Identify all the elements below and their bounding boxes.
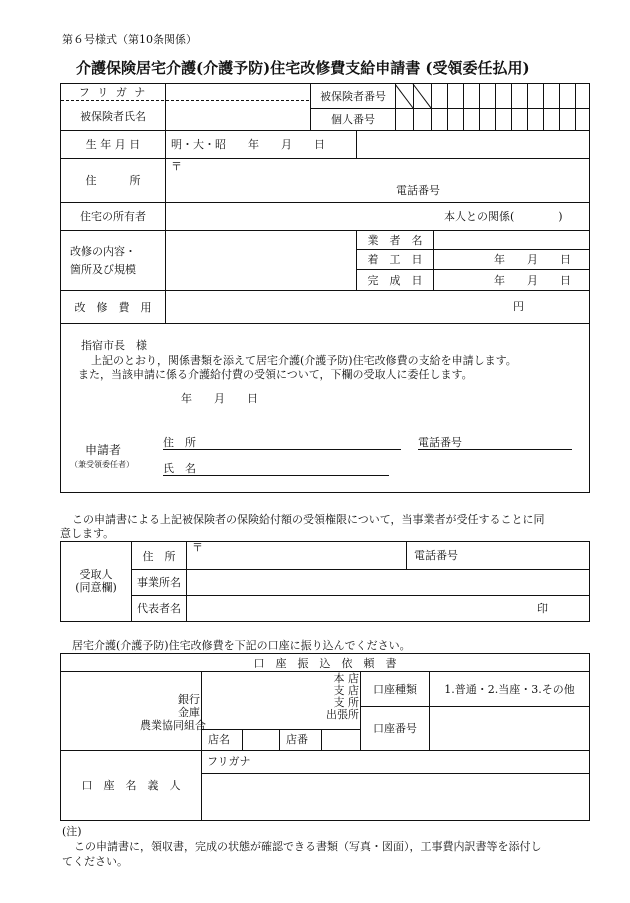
consent-text-line2: 意します。 xyxy=(60,527,115,540)
statement-2: また，当該申請に係る介護給付費の受領について，下欄の受取人に委任します。 xyxy=(78,368,473,381)
finish-date-blank: 年 月 日 xyxy=(494,274,571,287)
sign-date: 年 月 日 xyxy=(181,392,258,405)
page-title: 介護保険居宅介護(介護予防)住宅改修費支給申請書 (受領委任払用) xyxy=(76,59,530,77)
applicant-address-field[interactable]: 住 所 xyxy=(163,436,401,450)
bank-transfer-header: 口 座 振 込 依 頼 書 xyxy=(253,656,397,670)
consent-text-line1: この申請書による上記被保険者の保険給付額の受領権限について，当事業者が受任することに同 xyxy=(72,513,545,526)
applicant-name-field[interactable]: 氏 名 xyxy=(163,462,389,476)
furigana-label: フ リ ガ ナ xyxy=(78,86,148,99)
branch-number-label: 店番 xyxy=(286,733,308,746)
cost-label: 改 修 費 用 xyxy=(74,300,152,314)
account-holder-label: 口 座 名 義 人 xyxy=(81,779,181,792)
reform-content-label: 改修の内容・ 箇所及び規模 xyxy=(70,245,136,276)
account-type-label: 口座種類 xyxy=(373,683,417,696)
relation-label: 本人との関係( ) xyxy=(444,210,563,223)
transfer-text: 居宅介護(介護予防)住宅改修費を下記の口座に振り込んでください。 xyxy=(72,639,411,652)
receiver-phone-label: 電話番号 xyxy=(414,549,458,562)
phone-label: 電話番号 xyxy=(396,184,440,197)
start-date-blank: 年 月 日 xyxy=(494,253,571,266)
diagonal-slash-icon xyxy=(395,84,431,108)
address-label: 住 所 xyxy=(85,174,141,187)
receiver-postal-mark: 〒 xyxy=(192,541,203,554)
account-type-options: 1.普通・2.当座・3.その他 xyxy=(444,683,575,696)
note-heading: (注) xyxy=(62,825,82,838)
start-date-label: 着 工 日 xyxy=(367,253,423,266)
branch-type-options: 本 店 支 店 支 所 出張所 xyxy=(326,672,359,721)
owner-label: 住宅の所有者 xyxy=(80,210,146,223)
insured-name-label: 被保険者氏名 xyxy=(80,109,146,123)
postal-mark: 〒 xyxy=(171,160,182,173)
mayor-address: 指宿市長 様 xyxy=(81,339,147,352)
statement-1: 上記のとおり，関係書類を添えて居宅介護(介護予防)住宅改修費の支給を申請します。 xyxy=(91,354,517,367)
applicant-label: 申請者 xyxy=(85,443,122,457)
holder-furigana-label: フリガナ xyxy=(207,755,251,768)
note-text-line1: この申請書に，領収書，完成の状態が確認できる書類（写真・図面），工事費内訳書等を添付し xyxy=(74,840,542,853)
birthdate-value: 明・大・昭 年 月 日 xyxy=(171,138,325,151)
personal-number-label: 個人番号 xyxy=(331,113,375,126)
receiver-label: 受取人 (同意欄) xyxy=(75,568,117,594)
bank-type-options: 銀行 金庫 農業協同組合 xyxy=(140,693,206,732)
birthdate-label: 生 年 月 日 xyxy=(85,138,141,151)
receiver-office-label: 事業所名 xyxy=(137,576,181,589)
applicant-sublabel: （兼受領委任者） xyxy=(70,460,134,469)
account-number-label: 口座番号 xyxy=(373,722,417,735)
form-number: 第６号様式（第10条関係） xyxy=(62,33,197,46)
yen-unit: 円 xyxy=(513,300,524,313)
receiver-rep-label: 代表者名 xyxy=(137,602,181,615)
applicant-phone-field[interactable]: 電話番号 xyxy=(418,436,572,450)
seal-mark: 印 xyxy=(537,602,548,615)
note-text-line2: てください。 xyxy=(62,855,128,868)
contractor-label: 業 者 名 xyxy=(367,233,423,247)
finish-date-label: 完 成 日 xyxy=(367,273,423,287)
insured-number-label: 被保険者番号 xyxy=(320,90,386,103)
branch-name-label: 店名 xyxy=(208,733,230,746)
receiver-address-label: 住 所 xyxy=(142,549,176,563)
